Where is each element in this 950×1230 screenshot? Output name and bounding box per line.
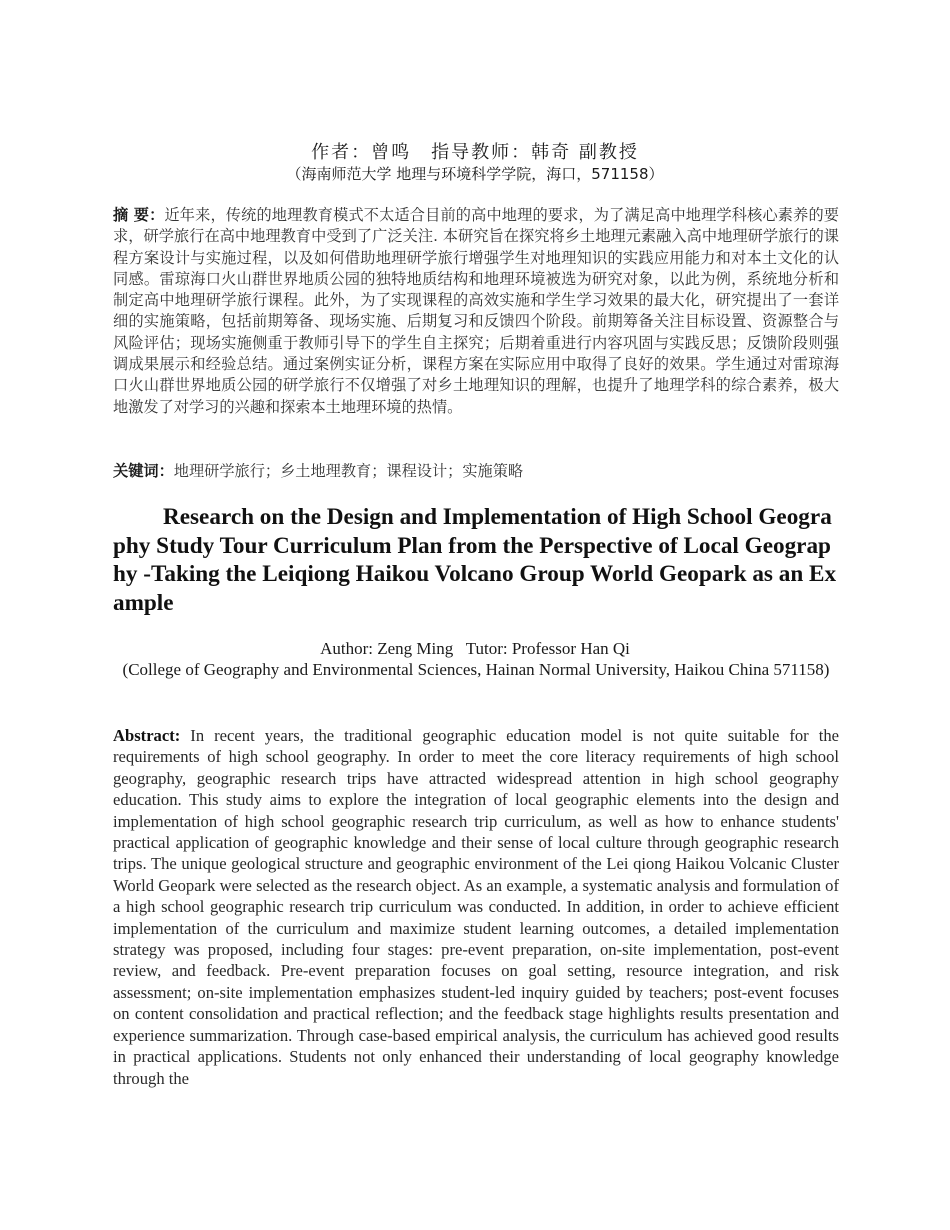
chinese-keywords-text: 地理研学旅行；乡土地理教育；课程设计；实施策略 bbox=[173, 462, 524, 480]
english-abstract-label: Abstract: bbox=[113, 726, 181, 745]
chinese-abstract bbox=[113, 205, 839, 418]
english-abstract bbox=[113, 725, 839, 1089]
chinese-keywords-label: 关键词： bbox=[113, 462, 174, 480]
english-affiliation: (College of Geography and Environmental Sciences, Hainan Normal University, Haikou China 571158) bbox=[122, 660, 830, 679]
chinese-abstract-label: 摘 要： bbox=[113, 206, 165, 224]
chinese-abstract-text: 近年来，传统的地理教育模式不太适合目前的高中地理的要求，为了满足高中地理学科核心素养的要求，研学旅行在高中地理教育中受到了广泛关注. 本研究旨在探究将乡土地理元素融入高中地理研学旅行的课程方案设计与实施过程，以及如何借助地理研学旅行增强学生对地理知识的实践应用能力和对本土文化的认同感。雷琼海口火山群世界地质公园的独特地质结构和地理环境被选为研究对象，以此为例，系统地分析和制定高中地理研学旅行课程。此外，为了实现课程的高效实施和学生学习效果的最大化，研究提出了一套详细的实施策略，包括前期筹备、现场实施、后期复习和反馈四个阶段。前期筹备关注目标设置、资源整合与风险评估；现场实施侧重于教师引导下的学生自主探究；后期着重进行内容巩固与实践反思；反馈阶段则强调成果展示和经验总结。通过案例实证分析，课程方案在实际应用中取得了良好的效果。学生通过对雷琼海口火山群世界地质公园的研学旅行不仅增强了对乡土地理知识的理解，也提升了地理学科的综合素养，极大地激发了对学习的兴趣和探索本土地理环境的热情。 bbox=[113, 206, 839, 416]
english-author-line: Author: Zeng Ming Tutor: Professor Han Qi bbox=[320, 639, 630, 658]
english-abstract-text: In recent years, the traditional geographic education model is not quite suitable for the requirements of high school geography. In order to meet the core literacy requirements of high school geography, geographic research trips have attracted widespread attention in high school geography education. This study aims to explore the integration of local geographic elements into the design and implementation of high school geographic research trip curriculum, as well as how to enhance students' practical application of geographic knowledge and their sense of local culture through geographic research trips. The unique geological structure and geographic environment of the Lei qiong Haikou Volcanic Cluster World Geopark were selected as the research object. As an example, a systematic analysis and formulation of a high school geographic research trip curriculum was conducted. In addition, in order to achieve efficient implementation of the curriculum and maximize student learning outcomes, a detailed implementation strategy was proposed, including four stages: pre-event preparation, on-site implementation, post-event review, and feedback. Pre-event preparation focuses on goal setting, resource integration, and risk assessment; on-site implementation emphasizes student-led inquiry guided by teachers; post-event focuses on content consolidation and practical reflection; and the feedback stage highlights results presentation and experience summarization. Through case-based empirical analysis, the curriculum has achieved good results in practical applications. Students not only enhanced their understanding of local geography knowledge through the bbox=[113, 726, 839, 1088]
english-title: Research on the Design and Implementation of High School Geography Study Tour Curriculum Plan from the Perspective of Local Geography -Taking the Leiqiong Haikou Volcano Group World Geopark as an Example bbox=[113, 504, 837, 616]
chinese-affiliation: （海南师范大学 地理与环境科学学院，海口，571158） bbox=[286, 165, 664, 183]
chinese-keywords bbox=[113, 461, 839, 482]
chinese-author-line: 作者：曾鸣 指导教师：韩奇 副教授 bbox=[311, 142, 639, 163]
